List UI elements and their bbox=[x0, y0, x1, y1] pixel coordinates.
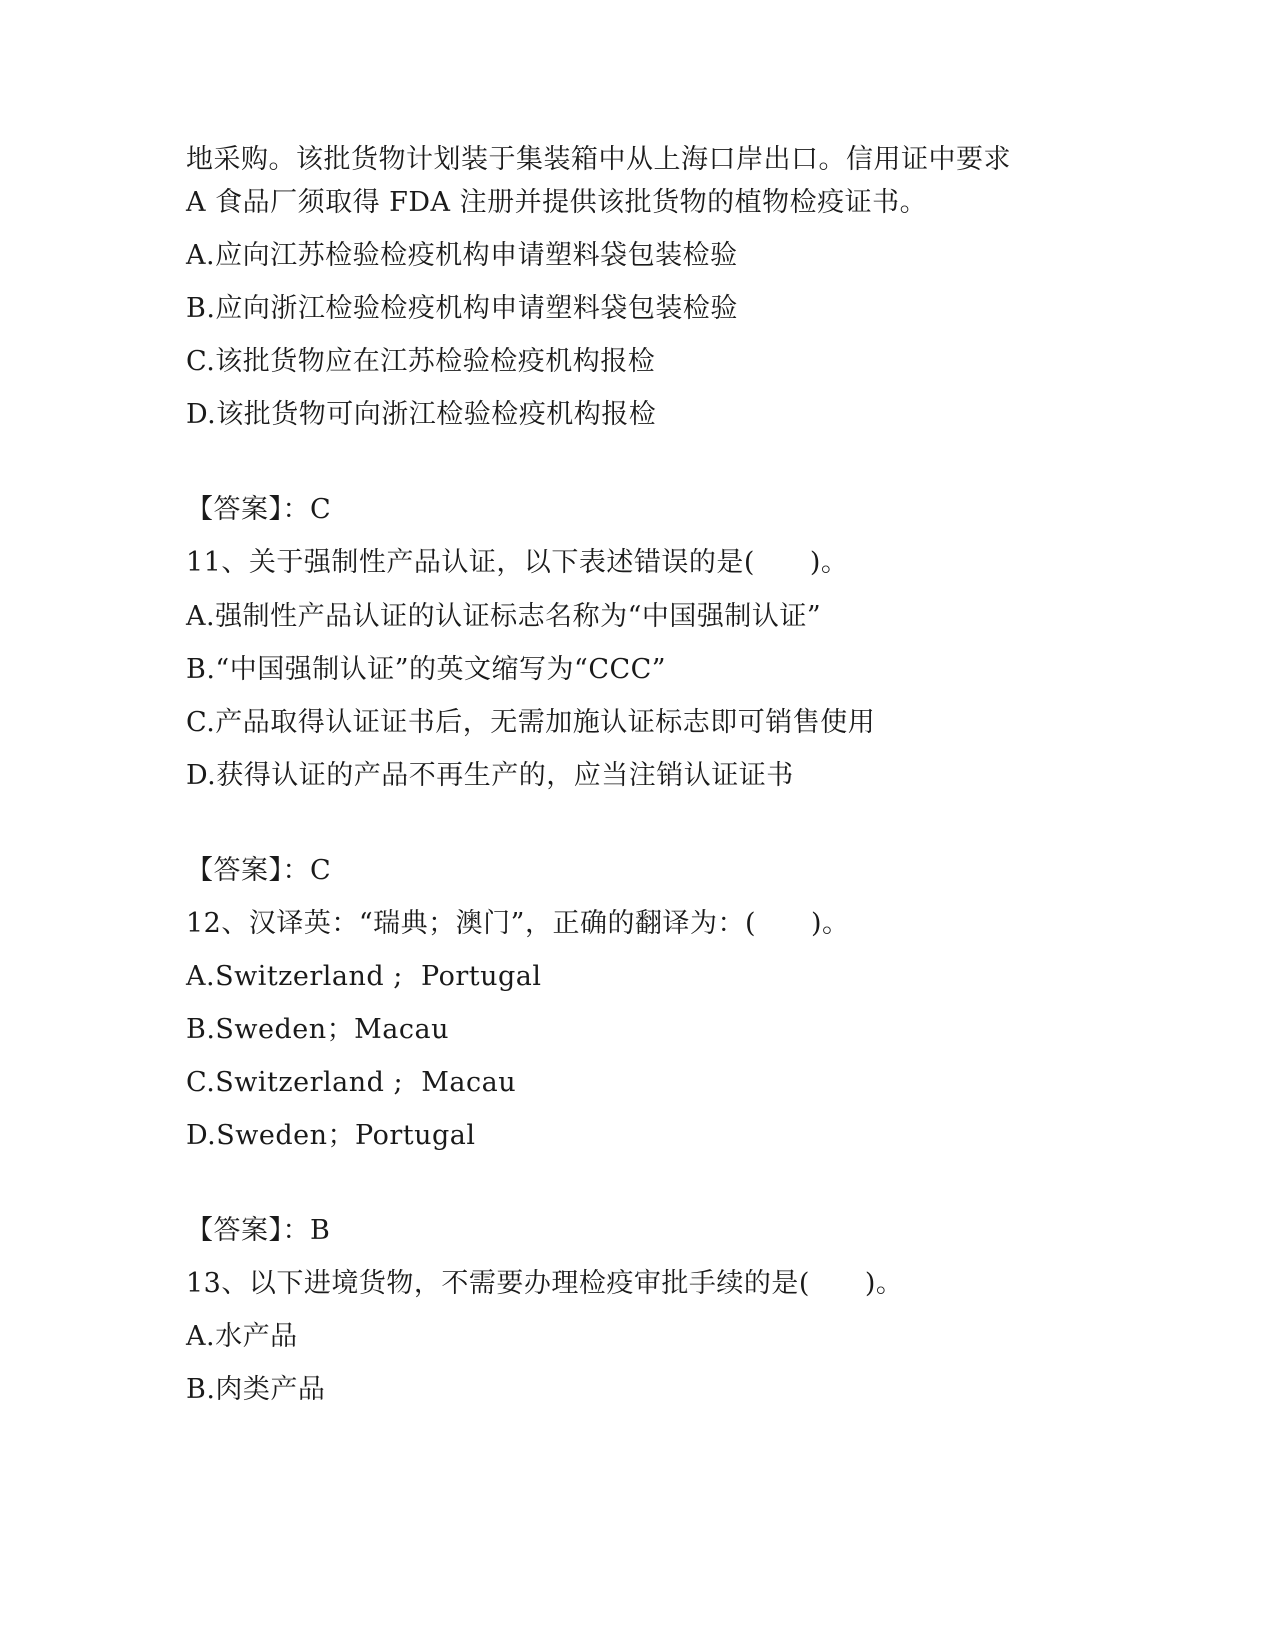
question-12-option-a: A.Switzerland ; Portugal bbox=[186, 961, 542, 992]
question-11-answer: 【答案】：C bbox=[186, 855, 332, 886]
question-12-answer: 【答案】：B bbox=[186, 1215, 331, 1246]
question-13-option-b: B.肉类产品 bbox=[186, 1374, 326, 1405]
question-10-stem-line-2: A 食品厂须取得 FDA 注册并提供该批货物的植物检疫证书。 bbox=[186, 187, 928, 218]
question-11-option-b: B.“中国强制认证”的英文缩写为“CCC” bbox=[186, 654, 667, 685]
question-12-option-d: D.Sweden；Portugal bbox=[186, 1120, 476, 1151]
question-10-option-a: A.应向江苏检验检疫机构申请塑料袋包装检验 bbox=[186, 240, 738, 271]
question-10-answer: 【答案】：C bbox=[186, 494, 332, 525]
question-10-option-d: D.该批货物可向浙江检验检疫机构报检 bbox=[186, 399, 657, 430]
question-12-option-b: B.Sweden；Macau bbox=[186, 1014, 450, 1045]
question-13-option-a: A.水产品 bbox=[186, 1321, 298, 1352]
question-12-stem: 12、汉译英：“瑞典；澳门”，正确的翻译为：( )。 bbox=[186, 908, 850, 939]
question-10-stem-line-1: 地采购。该批货物计划装于集装箱中从上海口岸出口。信用证中要求 bbox=[186, 144, 1011, 175]
question-10-option-b: B.应向浙江检验检疫机构申请塑料袋包装检验 bbox=[186, 293, 738, 324]
question-11-option-d: D.获得认证的产品不再生产的，应当注销认证证书 bbox=[186, 760, 794, 791]
question-11-option-a: A.强制性产品认证的认证标志名称为“中国强制认证” bbox=[186, 601, 822, 632]
question-11-stem: 11、关于强制性产品认证，以下表述错误的是( )。 bbox=[186, 547, 849, 578]
question-12-option-c: C.Switzerland ; Macau bbox=[186, 1067, 517, 1098]
question-11-option-c: C.产品取得认证证书后，无需加施认证标志即可销售使用 bbox=[186, 707, 876, 738]
question-13-stem: 13、以下进境货物，不需要办理检疫审批手续的是( )。 bbox=[186, 1268, 904, 1299]
question-10-option-c: C.该批货物应在江苏检验检疫机构报检 bbox=[186, 346, 656, 377]
